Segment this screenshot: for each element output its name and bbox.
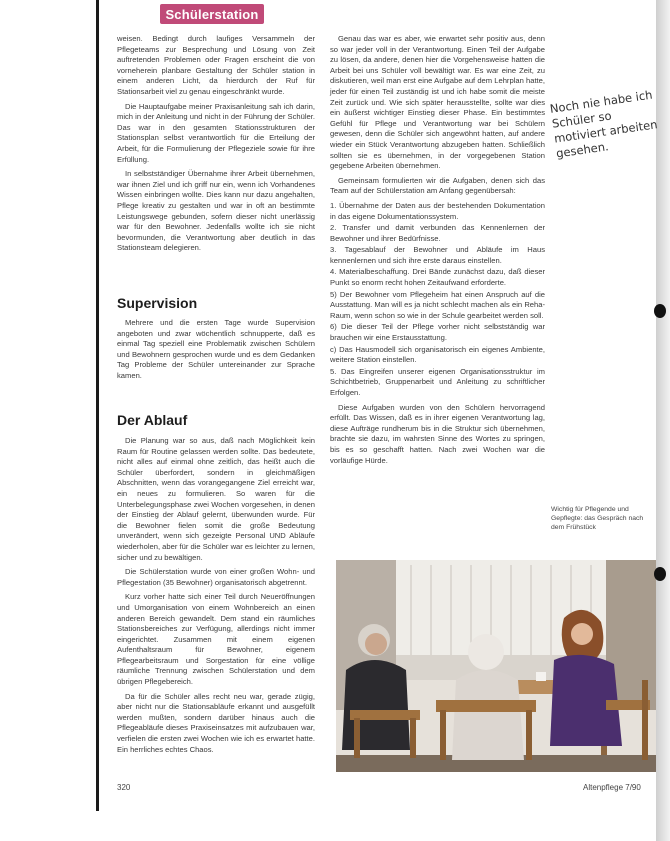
list-item: 3. Tagesablauf der Bewohner und Abläufe im Haus kennenlernen und sich ihre erste daraus einstellen. [330,245,545,265]
list-item: 5) Der Bewohner vom Pflegeheim hat einen Anspruch auf die Ausstattung. Man will es ja nicht schlecht machen als ein Reha-Raum, wenn schon so wie in der Schule gearbeitet werden soll. [330,289,545,320]
paragraph: Diese Aufgaben wurden von den Schülern hervorragend erfüllt. Das Wissen, daß es in ihrer eigenen Verantwortung lag, diese Aufträge rundherum bis in die Struktur sich übernehmen, brachte sie dazu, im wahrsten Sinne des Wortes zu springen, bis es so geschafft hatten. Nach zwei Wochen war die vorläufige Hürde. [330,402,545,465]
paragraph: Da für die Schüler alles recht neu war, gerade zügig, aber nicht nur die Stationsabläufe erkannt und ausgefüllt werden mußten, sondern darüber hinaus auch die Pflegeabläufe dieses Praxiseinsatzes mit aufzubauen war, verfielen die ersten zwei Wochen wie ich es erwartet hatte. Ein herrliches echtes Chaos. [117,691,315,754]
ablauf-text [117,436,315,759]
page-number: 320 [117,783,131,792]
list-item: 5. Das Eingreifen unserer eigenen Organisationsstruktur im Schichtbetrieb, Gruppenarbeit und Anleitung zu schriftlicher Erfolgen. [330,366,545,397]
section-label: Schülerstation [160,4,264,24]
list-item: 2. Transfer und damit verbunden das Kennenlernen der Bewohner und ihrer Bedürfnisse. [330,223,545,243]
list-item: 6) Die dieser Teil der Pflege vorher nicht selbstständig war brauchen wir eine Erstausstattung. [330,322,545,343]
scan-edge [96,0,99,811]
paragraph: Die Planung war so aus, daß nach Möglichkeit kein Raum für Routine gelassen werden sollte. Das bedeutete, nicht alles auf einmal ohne zeitlich, das heißt auch die Schüler überfordert, sondern in gleichmäßigen Abschnitten, wenn das vorangegangene Ziel erreicht war, ein neues zu formulieren. So waren für die Unterbelegungsphase zwei Wochen vorgesehen, in denen der Einstieg der Ablauf gelernt, überwunden wurde. Für die Bewohner fielen somit die große Bedeutung unverändert, wenn sich gezeigte Personal UND Abläufe wiederholen, aber für die Schüler war es leichter zu lernen, sicher und zu bewältigen. [117,436,315,562]
heading-supervision: Supervision [117,295,198,311]
column-1-top [117,34,315,258]
paragraph: Die Schülerstation wurde von einer großen Wohn- und Pflegestation (35 Bewohner) organisatorisch abgetrennt. [117,567,315,587]
paragraph: Mehrere und die ersten Tage wurde Supervision angeboten und zwar wöchentlich schnupperte, daß es einmal Tag speziell eine Problematik zwischen Schülern und Bewohnern gesprochen wurde und es dem Gedanken Tag Probleme der Schüler untereinander zur Sprache kamen. [117,318,315,380]
list-item: c) Das Hausmodell sich organisatorisch ein eigenes Ambiente, weitere Station einstellen. [330,344,545,365]
heading-der-ablauf: Der Ablauf [117,412,188,428]
photo-caption: Wichtig für Pflegende und Gepflegte: das Gespräch nach dem Frühstück [551,506,644,531]
paragraph: Genau das war es aber, wie erwartet sehr positiv aus, denn so war jeder voll in der Verantwortung. Einen Teil der Aufgabe zu lösen, da andere, denen hier die Vorgehensweise hatten die Arbeit bei uns Schüler voll bewältigt war. Es war eine Zeit, zu diskutieren, weil man erst eine Aufgabe auf dem Lehrplan hatte, jeder für einen Teil zuständig ist und ich habe somit die meiste Zeit zurück und. Wie sich später herausstellte, sollte war dies ein äußerst wichtiger Einstieg dieser Phase. Ein bestimmtes Gefühl für Pflege und Verantwortung war bei Schülern gewesen, denn die Schüler sich angewöhnt hatten, auf andere wieder ein Stück Verantwortung abzugeben hatten. Schließlich sollten sie es übernehmen, in der vorgegebenen Station gegebene Arbeiten übernehmen. [330,34,545,171]
pull-quote: Noch nie habe ich Schüler so motiviert arbeiten gesehen. [549,87,659,161]
binder-hole [654,304,666,318]
magazine-issue: Altenpflege 7/90 [583,783,641,792]
photo-illustration [336,560,656,772]
paragraph: Gemeinsam formulierten wir die Aufgaben, denen sich das Team auf der Schülerstation am Anfang gegenübersah: [330,175,545,196]
paragraph: Kurz vorher hatte sich einer Teil durch Neueröffnungen und Umorganisation von einem Wohnbereich an einen anderen Bereich gewandelt. Dem stand ein räumliches Stationsbereiches zur Verfügung, allerdings nicht immer eingerichtet. Zusammen mit einem eigenen Aufenthaltsraum für Bewohner, eigenem Pflegearbeitsraum und Sorgestation für eine völlige räumliche Trennung zwischen Schülerstation und dem übrigen Pflegebereich. [117,592,315,687]
column-2 [330,34,545,470]
list-item: 4. Materialbeschaffung. Drei Bände zunächst dazu, daß dieser Punkt so enorm recht hohen Zeitaufwand erforderte. [330,267,545,288]
binder-hole [654,567,666,581]
list-item: 1. Übernahme der Daten aus der bestehenden Dokumentation in das eigene Dokumentationssystem. [330,200,545,221]
task-list [330,201,545,399]
paragraph: In selbstständiger Übernahme ihrer Arbeit übernehmen, war ihnen Ziel und ich griff nur ein, wenn ich Vorhandenes Wissen einbringen wollte. Dies kann nur dazu angehalten, Pflege kreativ zu gestalten und war in oft an bestimmte Leistungswege gebunden, sofern dieser nicht unerlässig war für den Bewohner. Jedenfalls wollte ich sie nicht bevormunden, die Verantwortung aber deutlich in das Stationsteam delegieren. [117,169,315,253]
paragraph: weisen. Bedingt durch laufiges Versammeln der Pflegeteams zur Besprechung und Lösung von Zeit auftretenden Problemen oder Fragen erscheint die von vorneherein planbare Gestaltung der Schüler station in einem anderen Licht, da hierdurch der Ruf für Stationsarbeit viel zu genau eingeschränkt wurde. [117,34,315,96]
paragraph: Die Hauptaufgabe meiner Praxisanleitung sah ich darin, mich in der Anleitung und nicht in der Führung der Schüler. Das war in den gesamten Stationsstrukturen der Stationsplan selbst verantwortlich für die Erteilung der Arbeit, für die Formulierung der Pflegeziele sowie für ihre Erfüllung. [117,101,315,164]
supervision-text [117,318,315,386]
photo [336,560,656,772]
